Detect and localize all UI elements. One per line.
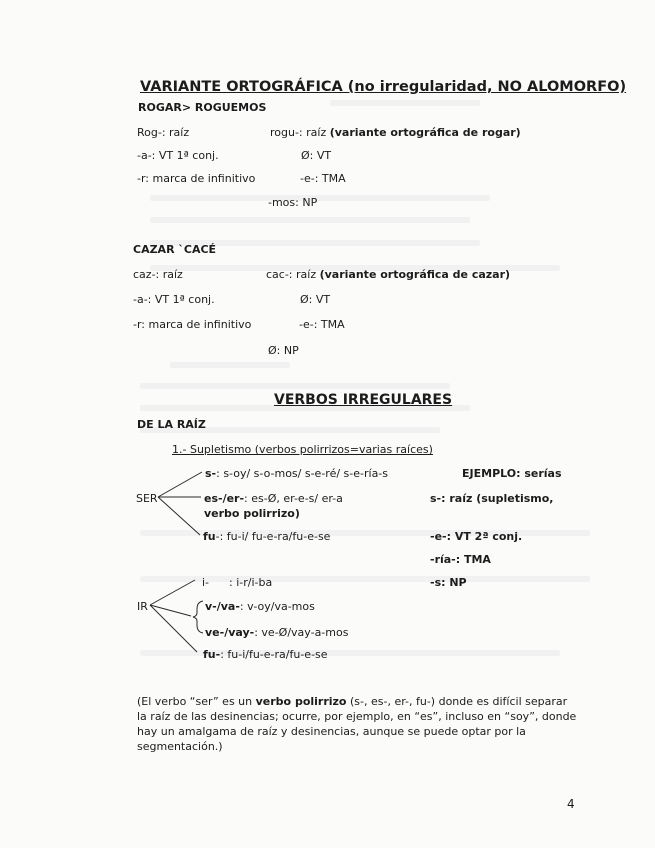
ser-branch-fu [203,530,330,543]
ir-branch-vay [205,626,348,639]
ser-branch-s [205,467,388,480]
rogar-left-2: -a-: VT 1ª conj. [137,149,219,162]
ser-s-forms: : s-oy/ s-o-mos/ s-e-ré/ s-e-ría-s [216,467,389,480]
ir-fu-forms: : fu-i/fu-e-ra/fu-e-se [220,648,328,661]
cazar-right-1: Ø: VT [300,293,331,306]
ser-fu-forms: -: fu-i/ fu-e-ra/fu-e-se [215,530,331,543]
cazar-heading: CAZAR ˋCACÉ [133,243,217,256]
section-title: VERBOS IRREGULARES [274,392,453,408]
note-bold-term: verbo polirrizo [255,695,347,708]
cazar-left-2: -a-: VT 1ª conj. [133,293,215,306]
rogar-left-1: Rog-: raíz [137,126,190,139]
ser-fu-root: fu [203,530,216,543]
ser-es-forms: : es-Ø, er-e-s/ er-a [244,492,343,505]
ir-i-root: i- [202,576,210,589]
rogar-right-3: -mos: NP [268,196,318,209]
ir-vay-forms: : ve-Ø/vay-a-mos [254,626,349,639]
ir-i-forms: : i-r/i-ba [229,576,273,589]
ir-branch-i [202,576,272,589]
ir-branch-top [150,580,195,605]
ser-s-root: s- [205,467,217,480]
cazar-root-label: cac-: raíz [266,268,320,281]
example-line-1: s-: raíz (supletismo, [430,492,554,505]
ir-curly-brace [193,601,203,633]
ir-branch-bottom [150,605,197,652]
ser-label: SER [136,492,158,505]
ir-branch-fu [203,648,328,661]
rogar-right-2: -e-: TMA [300,172,346,185]
rogar-left-3: -r: marca de infinitivo [137,172,256,185]
note-part-2: (s-, es-, er-, fu-) donde es difícil separar la raíz de las desinencias; ocurre, por ejemplo, en “es”, incluso en “soy”, donde hay un amalgama de raíz y desinencias, aunque se puede optar por la segmentación.) [137,695,577,753]
ser-es-root: es-/er- [204,492,245,505]
ser-branch-bottom [158,497,200,535]
subsection-title: DE LA RAÍZ [137,418,206,431]
ir-label: IR [137,600,148,613]
ser-branch-top [158,472,202,497]
cazar-left-1: caz-: raíz [133,268,183,281]
ser-branch-es [204,492,343,505]
ser-polirrizo-line: verbo polirrizo) [204,507,300,520]
example-line-3: -ría-: TMA [430,553,491,566]
note-part-1: (El verbo “ser” es un [137,695,256,708]
example-title: EJEMPLO: serías [462,467,562,480]
rogar-heading: ROGAR> ROGUEMOS [138,101,267,114]
ir-va-forms: : v-oy/va-mos [239,600,315,613]
example-line-4: -s: NP [430,576,467,589]
ir-vay-root: ve-/vay- [205,626,255,639]
page-title: VARIANTE ORTOGRÁFICA (no irregularidad, NO ALOMORFO) [140,79,627,95]
item-supletismo: 1.- Supletismo (verbos polirrizos=varias raíces) [172,443,433,456]
example-line-2: -e-: VT 2ª conj. [430,530,523,543]
ir-fu-root: fu- [203,648,221,661]
cazar-left-3: -r: marca de infinitivo [133,318,252,331]
note-paragraph [137,694,577,754]
page-number: 4 [567,797,575,811]
cazar-right-2: -e-: TMA [299,318,345,331]
rogar-root-label: rogu-: raíz [270,126,330,139]
cazar-root-note: (variante ortográfica de cazar) [319,268,511,281]
cazar-right-3: Ø: NP [268,344,299,357]
rogar-right-1: Ø: VT [301,149,332,162]
ir-branch-va [205,600,315,613]
ir-va-root: v-/va- [205,600,240,613]
rogar-root-note: (variante ortográfica de rogar) [329,126,521,139]
